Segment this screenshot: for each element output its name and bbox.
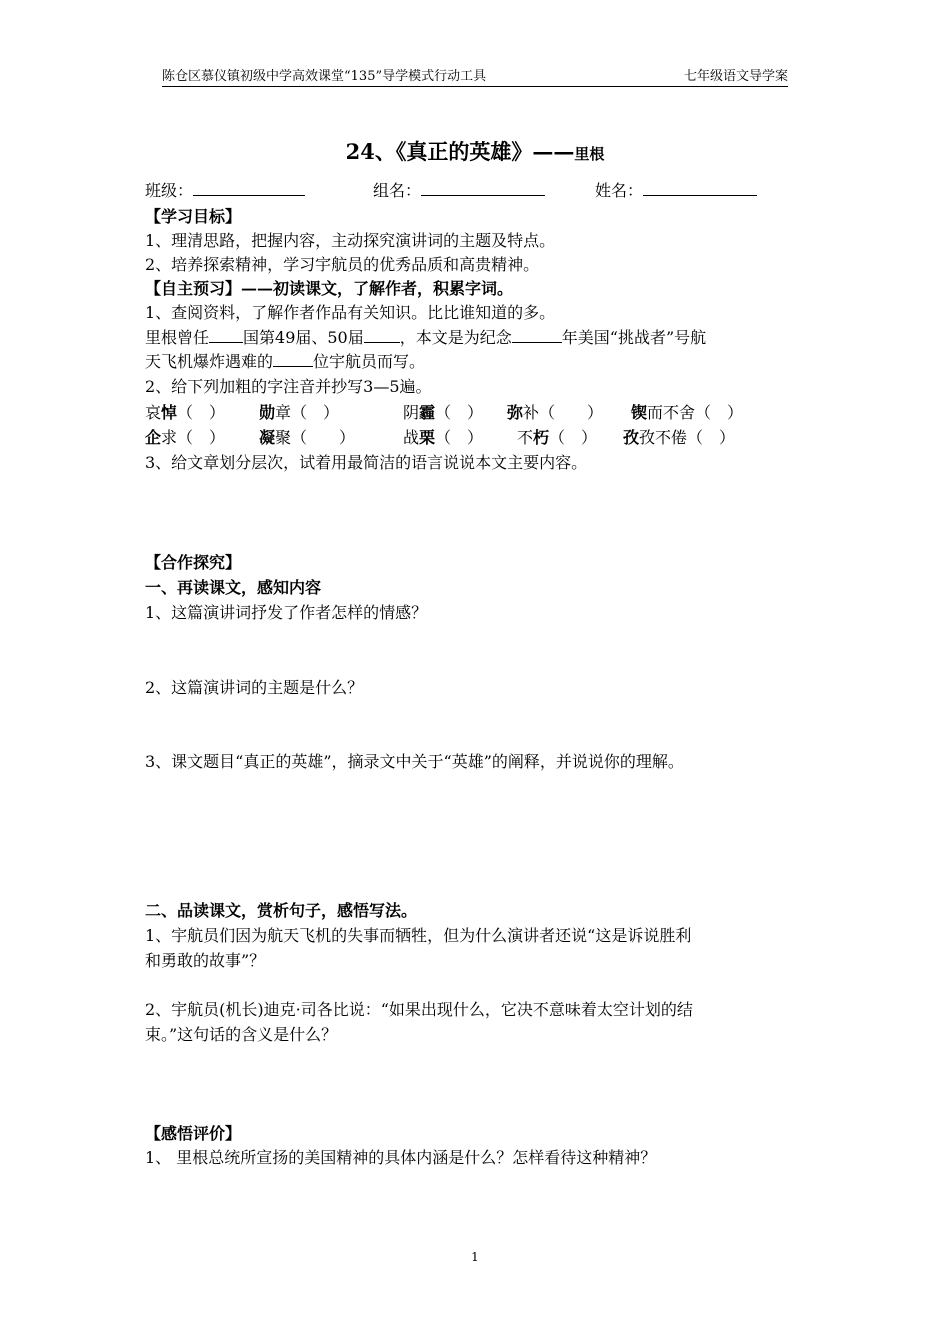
class-blank[interactable]	[193, 181, 305, 196]
preview-question-1: 1、查阅资料，了解作者作品有关知识。比比谁知道的多。	[145, 303, 556, 322]
lesson-title	[0, 136, 950, 166]
word-item: 孜孜不倦（ ）	[623, 428, 736, 447]
coop-part1-title: 一、再读课文，感知内容	[145, 578, 322, 597]
coop-part1-question: 3、课文题目“真正的英雄”，摘录文中关于“英雄”的阐释，并说说你的理解。	[145, 752, 684, 771]
word-row-1	[145, 400, 805, 424]
header-right: 七年级语文导学案	[683, 69, 788, 84]
fill-blank[interactable]	[364, 328, 400, 343]
word-item: 锲而不舍（ ）	[631, 403, 744, 422]
page-header	[162, 64, 788, 87]
fill-in-line-1	[145, 325, 706, 348]
fill-text: 里根曾任	[145, 328, 210, 347]
coop-heading: 【合作探究】	[145, 553, 242, 572]
fill-text: 年美国“挑战者”号航	[561, 328, 707, 347]
word-item: 战栗（ ）	[403, 428, 484, 447]
coop-part2-title: 二、品读课文，赏析句子，感悟写法。	[145, 901, 418, 920]
coop-part2-question: 和勇敢的故事”？	[145, 951, 266, 970]
fill-text: 天飞机爆炸遇难的	[145, 352, 274, 371]
reflection-question: 1、 里根总统所宣扬的美国精神的具体内涵是什么？怎样看待这种精神？	[145, 1148, 657, 1167]
word-item: 弥补（ ）	[507, 403, 604, 422]
fill-blank[interactable]	[209, 328, 243, 343]
title-author: 里根	[574, 145, 605, 163]
header-left: 陈仓区慕仪镇初级中学高效课堂“135”导学模式行动工具	[162, 69, 487, 84]
name-blank[interactable]	[643, 181, 757, 196]
page-number: 1	[471, 1250, 479, 1264]
fill-blank[interactable]	[273, 352, 313, 367]
goals-heading: 【学习目标】	[145, 207, 242, 226]
coop-part1-question: 2、这篇演讲词的主题是什么？	[145, 678, 364, 697]
coop-part2-question: 束。”这句话的含义是什么？	[145, 1025, 338, 1044]
goal-item: 1、理清思路，把握内容，主动探究演讲词的主题及特点。	[145, 231, 556, 250]
reflection-heading: 【感悟评价】	[145, 1124, 242, 1143]
group-blank[interactable]	[421, 181, 545, 196]
word-item: 勋章（ ）	[259, 403, 340, 422]
student-info-row	[145, 178, 845, 202]
coop-part2-question: 2、宇航员(机长)迪克·司各比说：“如果出现什么，它决不意味着太空计划的结	[145, 1000, 693, 1019]
word-row-2	[145, 425, 805, 449]
preview-question-3: 3、给文章划分层次，试着用最简洁的语言说说本文主要内容。	[145, 453, 588, 472]
fill-blank[interactable]	[512, 328, 562, 343]
fill-text: ，本文是为纪念	[399, 328, 512, 347]
name-label: 姓名：	[595, 181, 644, 200]
coop-part1-question: 1、这篇演讲词抒发了作者怎样的情感？	[145, 603, 428, 622]
word-item: 不朽（ ）	[517, 428, 598, 447]
fill-text: 位宇航员而写。	[313, 352, 426, 371]
preview-question-2: 2、给下列加粗的字注音并抄写3—5遍。	[145, 377, 432, 396]
class-label: 班级：	[145, 181, 194, 200]
group-label: 组名：	[373, 181, 422, 200]
preview-heading: 【自主预习】——初读课文，了解作者，积累字词。	[145, 279, 514, 298]
coop-part2-question: 1、宇航员们因为航天飞机的失事而牺牲，但为什么演讲者还说“这是诉说胜利	[145, 926, 692, 945]
fill-in-line-2	[145, 349, 425, 372]
fill-text: 国第49届、50届	[243, 328, 364, 347]
word-item: 哀悼（ ）	[145, 403, 226, 422]
word-item: 企求（ ）	[145, 428, 226, 447]
goal-item: 2、培养探索精神，学习宇航员的优秀品质和高贵精神。	[145, 255, 540, 274]
title-main: 24、《真正的英雄》——	[345, 139, 575, 164]
word-item: 阴霾（ ）	[403, 403, 484, 422]
word-item: 凝聚（ ）	[259, 428, 356, 447]
